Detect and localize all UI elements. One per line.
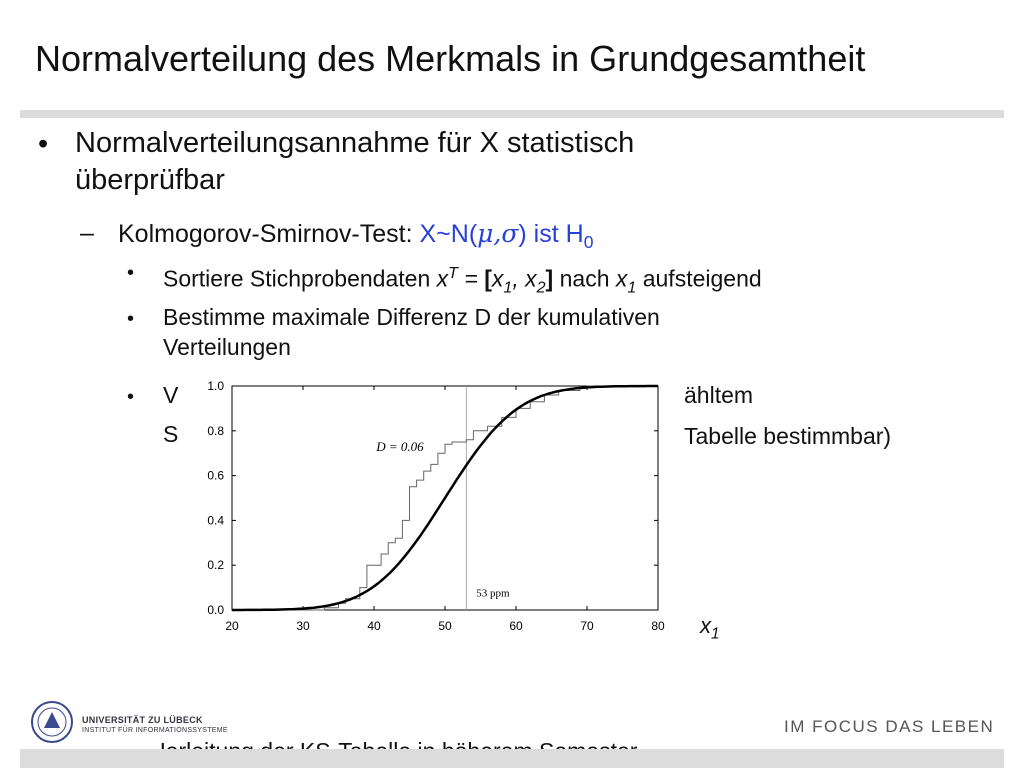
university-seal-icon [30,700,74,744]
item-dot: • [127,386,135,408]
bestimme-item: Bestimme maximale Differenz D der kumulativen Verteilungen [163,304,660,360]
bullet-dot: • [38,128,49,160]
partially-hidden-item-line2-start: S [163,421,179,447]
title-divider [20,110,1004,118]
y-tick-label: 0.4 [207,513,224,528]
normal-cdf-line [232,386,658,610]
x-tick-label: 60 [509,619,523,633]
x-tick-label: 30 [296,619,310,633]
slogan: IM FOCUS DAS LEBEN [784,717,995,736]
ppm-annotation: 53 ppm [476,587,510,600]
bullet-line-1: Normalverteilungsannahme für X statistisch [75,127,635,159]
x1-axis-label: $x_1$ [700,613,720,643]
x-tick-label: 40 [367,619,381,633]
partially-hidden-item-line1-start: V [163,382,179,408]
y-tick-label: 1.0 [207,379,224,393]
x-tick-label: 20 [225,619,239,633]
bullet-normalverteilungsannahme [75,125,634,199]
y-tick-label: 0.0 [207,603,224,617]
x-tick-label: 80 [651,619,665,633]
h0-formula: X~N(μ,σ) ist $H_0$ [419,219,594,252]
sort-item: Sortiere Stichprobendaten $x^T = [x_1$, $x_2$] nach $x_1$ aufsteigend [163,264,762,297]
ks-plot-svg [190,378,680,640]
university-name: UNIVERSITÄT ZU LÜBECK [82,715,203,725]
y-tick-label: 0.6 [207,468,224,483]
slide-title: Normalverteilung des Merkmals in Grundgesamtheit [35,38,866,79]
partially-hidden-item-line2-end: Tabelle bestimmbar) [684,423,892,449]
partially-hidden-item-line1-end: ählt​em [684,382,754,408]
x-tick-label: 70 [580,619,594,633]
ks-test-line [118,219,593,253]
y-tick-label: 0.8 [207,423,224,438]
y-tick-label: 0.2 [207,558,224,573]
footer-bar [20,749,1004,768]
item-dot: • [127,308,135,330]
ks-test-label: Kolmogorov-Smirnov-Test: [118,220,420,248]
d-annotation: D = 0.06 [376,438,424,454]
x-tick-label: 50 [438,619,452,633]
dash-marker: – [80,219,94,247]
institute-name: INSTITUT FÜR INFORMATIONSSYSTEME [82,727,228,734]
ks-plot [190,378,680,640]
bullet-line-2: überprüfbar [75,164,225,196]
item-dot: • [127,262,135,284]
